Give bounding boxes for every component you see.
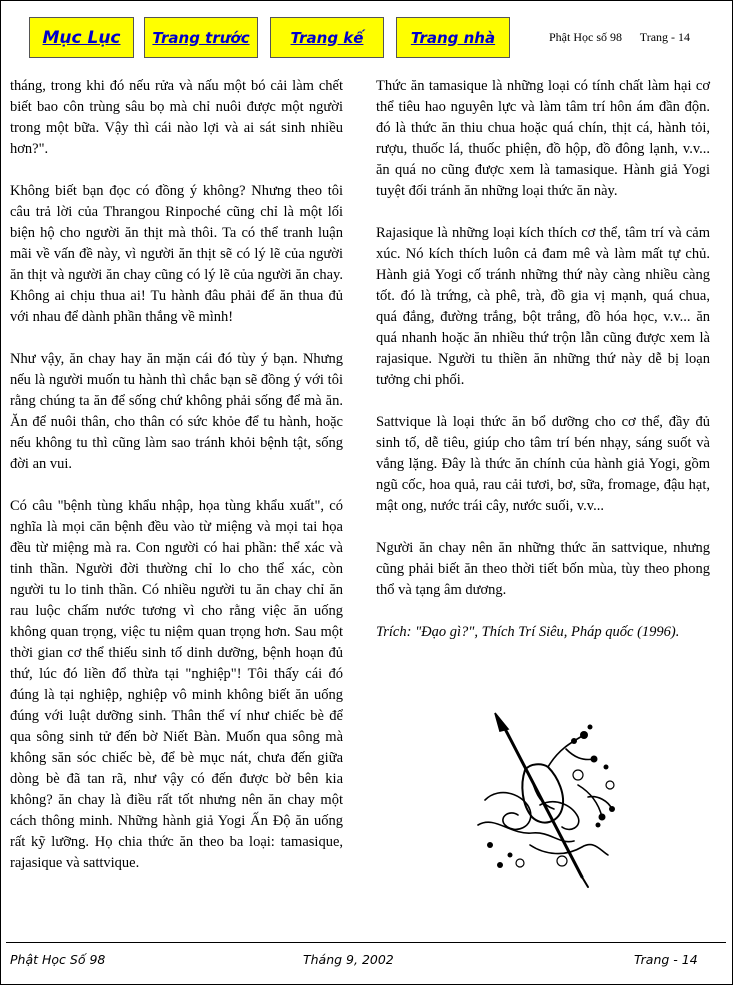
right-paragraph-3: Sattvique là loại thức ăn bổ dưỡng cho cơ thể, đầy đủ sinh tố, dễ tiêu, giúp cho tâm trí bén nhạy, sáng suốt và vắng lặng. Đây là thức ăn chính của hành giả Yogi, gồm ngũ cốc, hoa quả, rau cải tươi, bơ, sữa, fromage, đậu hạt, mật ong, nước trái cây, nước suối, v.v...: [376, 414, 710, 514]
left-paragraph-2: Không biết bạn đọc có đồng ý không? Nhưng theo tôi câu trả lời của Thrangou Rinpoché cũng chỉ là một lối biện hộ cho người ăn thịt mà thôi. Ta có thể tranh luận mãi về vấn đề này, vì người ăn thịt sẽ có lý lẽ của người ăn thịt và người ăn chay cũng có lý lẽ của người ăn chay. Không ai chịu thua ai! Tu hành đâu phải để ăn thua đủ với nhau để dành phần thắng về mình!: [10, 183, 343, 325]
right-paragraph-1: Thức ăn tamasique là những loại có tính chất làm hại cơ thể tiêu hao nguyên lực và làm tâm trí hôn ám đần độn. đó là thức ăn thiu chua hoặc quá chín, thịt cá, hành tỏi, rượu, thuốc lá, thuốc phiện, đồ hộp, đồ đông lạnh, v.v... ăn quá no cũng được xem là tamasique. Hành giả Yogi tuyệt đối tránh ăn những loại thức ăn này.: [376, 78, 710, 199]
left-paragraph-1: tháng, trong khi đó nếu rửa và nấu một bó cải làm chết biết bao côn trùng sâu bọ mà chỉ nuôi được một người trong một bữa. Vậy thì cái nào lợi và ai sát sinh nhiều hơn?".: [10, 78, 343, 157]
footer-date: Tháng 9, 2002: [303, 952, 394, 967]
left-paragraph-4: Có câu "bệnh tùng khẩu nhập, họa tùng khẩu xuất", có nghĩa là mọi căn bệnh đều vào từ miệng và mọi tai họa đều từ miệng mà ra. Con người có hai phần: thể xác và tinh thần. Người đời thường chỉ lo cho thể xác, còn người tu lo tinh thần. Có nhiều người tu ăn chay chỉ ăn rau luộc chấm nước tương vì cho rằng việc ăn uống không quan trọng, việc tu niệm quan trọng hơn. Sau một thời gian cơ thể thiếu sinh tố dinh dưỡng, bệnh hoạn đủ thứ, lúc đó liền đổ thừa tại "nghiệp"! Tôi thấy cái đó đúng là tại nghiệp, nghiệp vô minh không biết ăn uống đúng với luật dưỡng sinh. Thân thể ví như chiếc bè để qua sông sinh tử đến bờ Niết Bàn. Muốn qua sông mà không săn sóc chiếc bè, để bè mục nát, chưa đến giữa dòng bè đã tan rã, như vậy có đến được bờ bên kia không? ăn chay là điều rất tốt nhưng nên ăn chay một cách thông minh. Những hành giả Yogi Ấn Độ ăn uống rất kỹ lưỡng. Họ chia thức ăn theo ba loại: tamasique, rajasique và sattvique.: [10, 498, 343, 871]
nav-previous-page-button[interactable]: Trang trước: [144, 17, 258, 58]
header-info: [549, 30, 690, 45]
left-paragraph-3: Như vậy, ăn chay hay ăn mặn cái đó tùy ý bạn. Nhưng nếu là người muốn tu hành thì chắc bạn sẽ đồng ý với tôi rằng chúng ta ăn để sống chứ không phải sống để mà ăn. Ăn để nuôi thân, cho thân có sức khỏe để tu hành, hoặc nếu không tu thì cũng làm sao tránh khỏi bệnh tật, sống đời an vui.: [10, 351, 343, 472]
header-page: Trang - 14: [639, 30, 691, 44]
footer-issue: Phật Học Số 98: [10, 952, 106, 967]
right-column: [376, 76, 710, 664]
right-paragraph-4: Người ăn chay nên ăn những thức ăn sattvique, nhưng cũng phải biết ăn theo thời tiết bốn mùa, tùy theo phong thổ và tạng âm dương.: [376, 540, 710, 598]
citation: Trích: "Đạo gì?", Thích Trí Siêu, Pháp quốc (1996).: [376, 624, 680, 640]
right-paragraph-2: Rajasique là những loại kích thích cơ thể, tâm trí và cảm xúc. Nó kích thích luôn cả đam mê và làm mất tự chủ. Hành giả Yogi cố tránh những thứ này càng nhiều càng tốt. đó là trứng, cà phê, trà, đồ gia vị mạnh, quá chua, quá đắng, đường trắng, bột trắng, đồ hóa học, v.v... ăn quá nhanh hoặc ăn nhiều thứ trộn lẫn cũng được xem là rajasique. Người tu thiền ăn những thứ này dễ bị loạn tưởng chi phối.: [376, 225, 710, 388]
nav-muc-luc-button[interactable]: Mục Lục: [29, 17, 134, 58]
footer-divider: [6, 942, 726, 943]
header-issue: Phật Học số 98: [549, 30, 622, 44]
nav-home-button[interactable]: Trang nhà: [396, 17, 510, 58]
nav-next-page-button[interactable]: Trang kế: [270, 17, 384, 58]
ink-illustration-brush-and-blossoms: [470, 705, 620, 890]
footer-page: Trang - 14: [634, 952, 698, 967]
left-column: [10, 76, 343, 895]
